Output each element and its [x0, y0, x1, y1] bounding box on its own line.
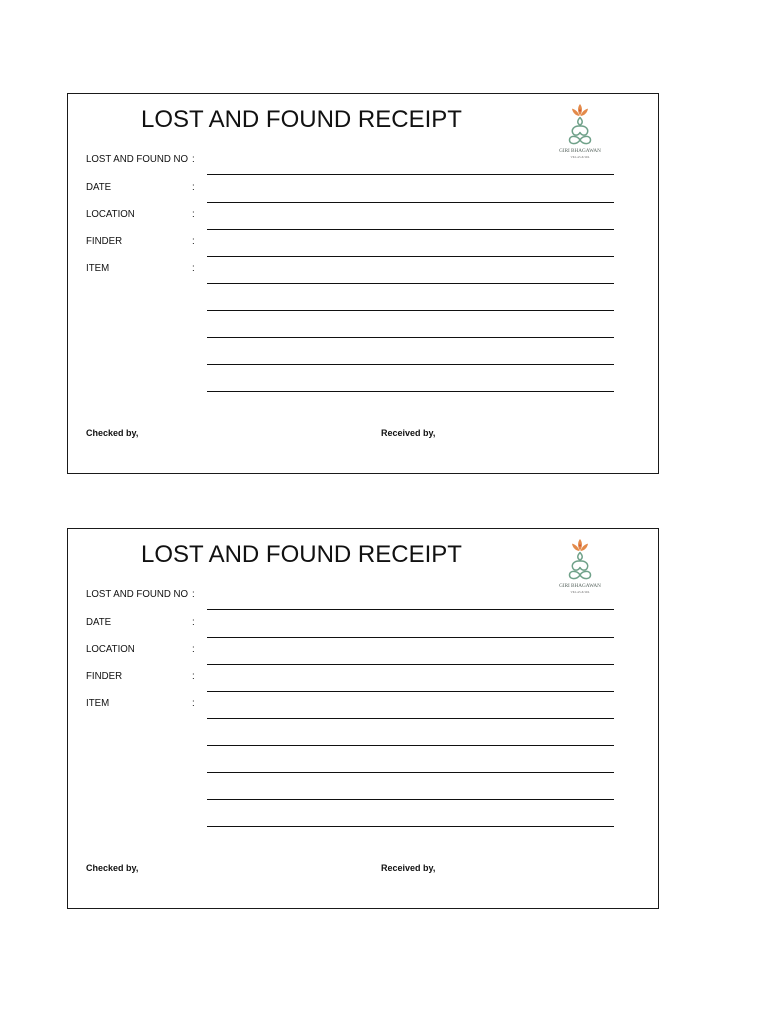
receipt-title: LOST AND FOUND RECEIPT	[141, 106, 462, 133]
fill-in-line-lost-and-found-no	[207, 174, 614, 175]
field-label-lost-and-found-no: LOST AND FOUND NO	[86, 154, 189, 165]
field-label-date: DATE	[86, 617, 112, 628]
field-separator: :	[192, 671, 195, 682]
received-by-label: Received by,	[381, 428, 436, 438]
field-separator: :	[192, 644, 195, 655]
figure-legs	[570, 136, 591, 143]
figure-body	[572, 561, 587, 570]
field-label-date: DATE	[86, 182, 112, 193]
field-label-location: LOCATION	[86, 209, 135, 220]
field-separator: :	[192, 182, 195, 193]
giri-bhagawan-logo	[556, 103, 604, 159]
figure-head	[578, 553, 582, 561]
figure-body	[572, 126, 587, 135]
fill-in-line-finder	[207, 691, 614, 692]
fill-in-line-item	[207, 799, 614, 800]
field-label-location: LOCATION	[86, 644, 135, 655]
fill-in-line-date	[207, 202, 614, 203]
received-by-label: Received by,	[381, 863, 436, 873]
field-label-lost-and-found-no: LOST AND FOUND NO	[86, 589, 189, 600]
field-separator: :	[192, 154, 195, 165]
fill-in-line-item	[207, 772, 614, 773]
fill-in-line-date	[207, 637, 614, 638]
field-separator: :	[192, 589, 195, 600]
field-separator: :	[192, 617, 195, 628]
fill-in-line-lost-and-found-no	[207, 609, 614, 610]
fill-in-line-item	[207, 826, 614, 827]
field-separator: :	[192, 236, 195, 247]
checked-by-label: Checked by,	[86, 863, 139, 873]
lost-and-found-receipt	[67, 528, 659, 909]
fill-in-line-finder	[207, 256, 614, 257]
fill-in-line-item	[207, 364, 614, 365]
meditating-figure-icon	[570, 553, 591, 579]
field-label-item: ITEM	[86, 263, 110, 274]
logo-tagline: VILLAS & SPA	[570, 589, 590, 594]
fill-in-line-item	[207, 745, 614, 746]
lost-and-found-receipt	[67, 93, 659, 474]
flower-center-dot	[579, 544, 581, 546]
figure-legs	[570, 571, 591, 578]
field-label-item: ITEM	[86, 698, 110, 709]
giri-bhagawan-logo	[556, 538, 604, 594]
fill-in-line-item	[207, 337, 614, 338]
lotus-flower-icon	[572, 539, 588, 551]
logo-name: GIRI BHAGAWAN	[559, 583, 601, 589]
receipt-title: LOST AND FOUND RECEIPT	[141, 541, 462, 568]
logo-tagline: VILLAS & SPA	[570, 154, 590, 159]
field-separator: :	[192, 209, 195, 220]
field-label-finder: FINDER	[86, 671, 123, 682]
fill-in-line-item	[207, 310, 614, 311]
field-separator: :	[192, 698, 195, 709]
fill-in-line-item	[207, 718, 614, 719]
fill-in-line-item	[207, 391, 614, 392]
flower-center-dot	[579, 109, 581, 111]
fill-in-line-location	[207, 664, 614, 665]
fill-in-line-location	[207, 229, 614, 230]
field-separator: :	[192, 263, 195, 274]
checked-by-label: Checked by,	[86, 428, 139, 438]
meditating-figure-icon	[570, 118, 591, 144]
lotus-flower-icon	[572, 104, 588, 116]
field-label-finder: FINDER	[86, 236, 123, 247]
figure-head	[578, 118, 582, 126]
logo-name: GIRI BHAGAWAN	[559, 148, 601, 154]
fill-in-line-item	[207, 283, 614, 284]
